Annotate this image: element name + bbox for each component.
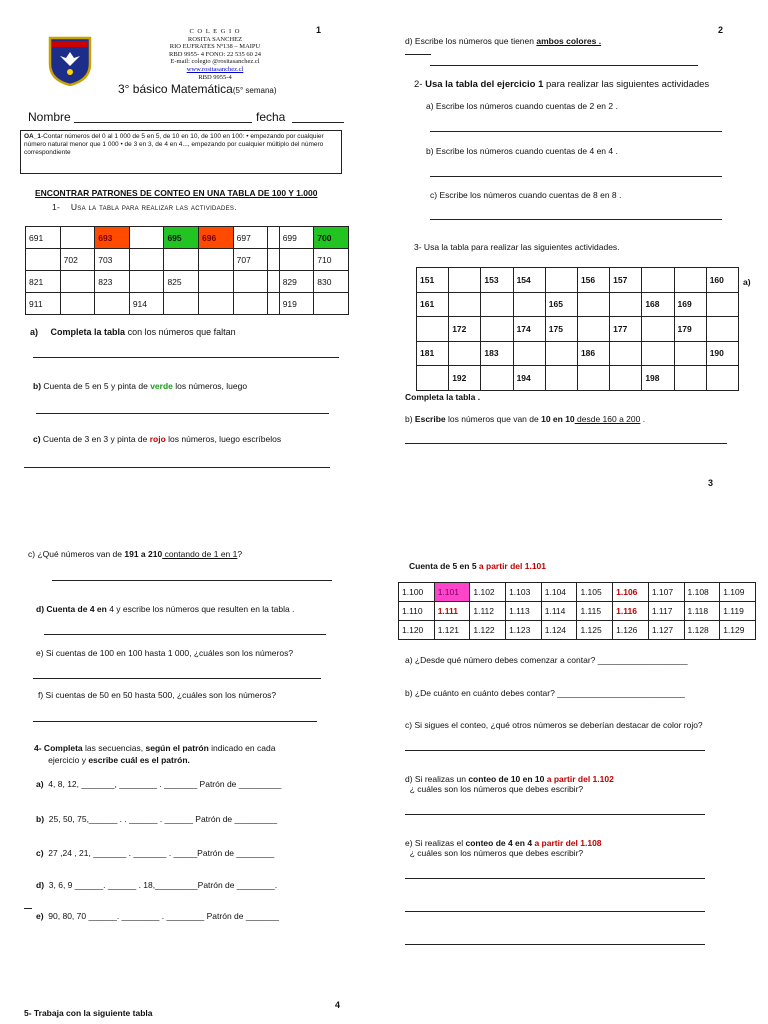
table3-cell: 1.105	[577, 583, 613, 602]
table1-cell: 821	[26, 271, 61, 293]
table2-cell[interactable]	[610, 366, 642, 391]
title-text: 3° básico Matemática	[118, 82, 233, 96]
nombre-label: Nombre	[28, 110, 71, 124]
number-table-1100	[398, 582, 756, 640]
q1b-label: b)	[33, 381, 42, 391]
table1-cell[interactable]	[95, 293, 130, 315]
sequence-item[interactable]	[36, 779, 281, 789]
table1-cell: 830	[314, 271, 349, 293]
sequence-text: 4, 8, 12, _______, ________ . _______ Patrón de _________	[48, 779, 282, 789]
ex3-num: 3-	[414, 242, 422, 252]
table1-cell: 919	[279, 293, 314, 315]
table1-cell: 693	[95, 227, 130, 249]
table3-cell: 1.102	[470, 583, 506, 602]
table1-cell: 825	[164, 271, 199, 293]
table1-cell[interactable]	[268, 293, 279, 315]
p4-qd-b: conteo de 10 en 10	[468, 774, 545, 784]
p4-qd-red: a partir del 1.102	[544, 774, 614, 784]
answer-line-2d-a[interactable]	[405, 54, 431, 55]
table1-cell[interactable]	[60, 271, 95, 293]
ex4-r2: indicado en cada	[208, 743, 276, 753]
sequence-item[interactable]	[36, 848, 274, 858]
oa-label: OA_1	[24, 133, 41, 140]
table1-cell: 702	[60, 249, 95, 271]
table1-cell: 707	[233, 249, 268, 271]
p4-title	[409, 561, 546, 571]
table2-cell: 169	[674, 292, 706, 317]
table3-cell: 1.113	[506, 602, 542, 621]
page-number-2: 2	[718, 25, 724, 35]
p2-qb-u: desde 160 a 200	[574, 414, 641, 424]
sequence-label: c)	[36, 848, 44, 858]
p4-qd-pre: d) Si realizas un	[405, 774, 469, 784]
school-email: E-mail: colegio @rositasanchez.cl	[170, 58, 260, 66]
table3-cell: 1.104	[541, 583, 577, 602]
table1-cell[interactable]	[199, 293, 234, 315]
table3-cell: 1.128	[684, 621, 720, 640]
table1-cell: 703	[95, 249, 130, 271]
number-table-151	[416, 267, 739, 391]
p4-qc: c) Si sigues el conteo, ¿qué otros números se deberían destacar de color rojo?	[405, 720, 703, 730]
table2-cell[interactable]	[642, 341, 674, 366]
table2-cell[interactable]	[610, 341, 642, 366]
table2-cell[interactable]	[513, 341, 545, 366]
q1c-post: los números, luego escríbelos	[165, 434, 282, 444]
table2-cell: 194	[513, 366, 545, 391]
table2-cell: 157	[610, 268, 642, 293]
answer-line-3b[interactable]	[405, 443, 727, 444]
section-heading: ENCONTRAR PATRONES DE CONTEO EN UNA TABLA DE 100 Y 1.000	[35, 188, 318, 198]
answer-line-p3c[interactable]	[52, 580, 332, 581]
sequence-label: a)	[36, 779, 44, 789]
sequence-text: 27 ,24 , 21, _______ . _______ . _____Patrón de ________	[48, 848, 275, 858]
q1b-pre: Cuenta de 5 en 5 y pinta de	[41, 381, 151, 391]
nombre-field[interactable]	[74, 122, 252, 123]
table-row	[417, 292, 739, 317]
p2-qb-end: .	[640, 414, 646, 424]
table1-cell: 699	[279, 227, 314, 249]
p3-qe: e) Si cuentas de 100 en 100 hasta 1 000, ¿cuáles son los números?	[36, 648, 294, 658]
table3-cell: 1.103	[506, 583, 542, 602]
ex2b: b) Escribe los números cuando cuentas de 4 en 4 .	[426, 146, 618, 156]
table1-cell: 697	[233, 227, 268, 249]
table1-cell[interactable]	[268, 271, 279, 293]
answer-line-1b[interactable]	[36, 413, 329, 414]
p2-qb-bold: Escribe	[414, 414, 446, 424]
school-address: RIO EUFRATES Nº138 – MAIPU	[169, 43, 261, 51]
table2-cell: 198	[642, 366, 674, 391]
table2-cell[interactable]	[706, 292, 738, 317]
answer-line-2a[interactable]	[430, 131, 722, 132]
table2-cell: 175	[545, 317, 577, 342]
sequence-text: 25, 50, 75,______ . . ______ . ______ Patrón de _________	[48, 814, 278, 824]
table2-cell[interactable]	[674, 341, 706, 366]
seq-e-mark	[24, 908, 32, 909]
q1c-color: rojo	[149, 434, 166, 444]
objective-box	[20, 130, 342, 174]
sequence-label: b)	[36, 814, 45, 824]
table2-cell[interactable]	[513, 292, 545, 317]
sequence-label: d)	[36, 880, 45, 890]
table2-cell: 177	[610, 317, 642, 342]
table-row	[26, 293, 349, 315]
exercise-1-instructions	[52, 202, 237, 212]
q1a	[30, 327, 236, 337]
table-row	[417, 341, 739, 366]
completa-text: Completa la tabla	[405, 392, 476, 402]
table2-cell: 192	[449, 366, 481, 391]
answer-line-p3d[interactable]	[44, 634, 326, 635]
p2-qd-bold: ambos colores .	[536, 36, 602, 46]
exercise-3-instructions	[414, 242, 620, 252]
answer-line-p3f[interactable]	[33, 721, 317, 722]
table3-cell: 1.101	[434, 583, 470, 602]
ex4-b2: según el patrón	[145, 743, 209, 753]
ex2a: a) Escribe los números cuando cuentas de 2 en 2 .	[426, 101, 618, 111]
p3-qc-pre: c) ¿Qué números van de	[28, 549, 125, 559]
table2-cell: 156	[577, 268, 609, 293]
table2-cell: 161	[417, 292, 449, 317]
table2-cell: 181	[417, 341, 449, 366]
table3-cell: 1.107	[648, 583, 684, 602]
table2-cell[interactable]	[481, 292, 513, 317]
table1-cell[interactable]	[26, 249, 61, 271]
table2-cell: 151	[417, 268, 449, 293]
exercise-4-instructions	[34, 742, 275, 766]
table2-cell: 174	[513, 317, 545, 342]
p4-title-pre: Cuenta de 5 en 5	[409, 561, 479, 571]
table3-cell: 1.122	[470, 621, 506, 640]
table2-cell[interactable]	[642, 268, 674, 293]
oa-text: -Contar números del 0 al 1 000 de 5 en 5, de 10 en 10, de 100 en 100: • empezando por cualquier número natural menor que 1 000 • de 3 en 3, de 4 en 4..., empezando por cualquier múltiplo del número correspondiente	[24, 133, 324, 156]
table1-cell[interactable]	[199, 271, 234, 293]
ex1-num: 1-	[52, 202, 61, 212]
table2-cell[interactable]	[545, 366, 577, 391]
school-web-link[interactable]: www.rositasanchez.cl	[186, 65, 244, 73]
page-number-1: 1	[316, 25, 322, 35]
table3-cell: 1.124	[541, 621, 577, 640]
ex4-b3: escribe cuál es el patrón.	[88, 755, 190, 765]
table3-cell: 1.123	[506, 621, 542, 640]
ex4-r1: las secuencias,	[82, 743, 146, 753]
answer-line-2d-b[interactable]	[430, 65, 698, 66]
table1-cell[interactable]	[60, 227, 95, 249]
table1-cell[interactable]	[129, 249, 164, 271]
p3-qc	[28, 549, 242, 559]
table1-cell[interactable]	[164, 293, 199, 315]
table1-cell[interactable]	[129, 227, 164, 249]
table2-cell: 160	[706, 268, 738, 293]
table1-cell[interactable]	[233, 293, 268, 315]
sequence-item[interactable]	[36, 880, 277, 890]
table1-cell[interactable]	[268, 227, 279, 249]
q1c	[33, 434, 281, 444]
fecha-label: fecha	[256, 110, 286, 124]
p4-qb: b) ¿De cuánto en cuánto debes contar? ___________________________	[405, 688, 685, 698]
table3-cell: 1.119	[720, 602, 756, 621]
school-rbd-phone: RBD 9955- 4 FONO: 22 535 60 24	[169, 50, 261, 58]
ex3-text: Usa la tabla para realizar las siguientes actividades.	[421, 242, 620, 252]
school-rbd: RBD 9955-4	[198, 73, 232, 81]
table2-cell[interactable]	[417, 317, 449, 342]
table2-cell[interactable]	[417, 366, 449, 391]
table3-cell: 1.126	[613, 621, 649, 640]
table3-cell: 1.114	[541, 602, 577, 621]
q1c-pre: Cuenta de 3 en 3 y pinta de	[40, 434, 150, 444]
table2-cell[interactable]	[674, 268, 706, 293]
p2-qb-mid: los números que van de	[445, 414, 542, 424]
p4-qe-line2: ¿ cuáles son los números que debes escribir?	[409, 848, 584, 858]
table-row	[417, 317, 739, 342]
p4-qe	[405, 838, 602, 858]
table1-cell: 700	[314, 227, 349, 249]
school-name: C O L E G I O	[189, 28, 241, 35]
table2-cell: 172	[449, 317, 481, 342]
q1b-post: los números, luego	[172, 381, 248, 391]
answer-line-2b[interactable]	[430, 176, 722, 177]
sequence-text: 3, 6, 9 ______. ______ . 18,_________Patrón de ________.	[48, 880, 278, 890]
table-row	[26, 249, 349, 271]
shield-icon	[48, 36, 92, 86]
p2-qd-pre: d) Escribe los números que tienen	[405, 36, 537, 46]
p4-qe-b: conteo de 4 en 4	[465, 838, 533, 848]
table1-cell: 696	[199, 227, 234, 249]
table2-cell[interactable]	[545, 341, 577, 366]
table-row	[26, 271, 349, 293]
table1-cell[interactable]	[268, 249, 279, 271]
ex2c: c) Escribe los números cuando cuentas de 8 en 8 .	[430, 190, 622, 200]
completa-tabla: Completa la tabla .	[405, 392, 481, 402]
p3-qf: f) Si cuentas de 50 en 50 hasta 500, ¿cuáles son los números?	[38, 690, 277, 700]
table2-cell[interactable]	[481, 317, 513, 342]
week-text: (5° semana)	[232, 86, 277, 95]
table1-cell: 823	[95, 271, 130, 293]
table2-cell[interactable]	[706, 317, 738, 342]
school-header	[140, 28, 290, 81]
answer-line-p4c[interactable]	[405, 750, 705, 751]
table3-cell: 1.118	[684, 602, 720, 621]
p2-qb-b2: 10 en 10	[541, 414, 575, 424]
table3-cell: 1.111	[434, 602, 470, 621]
p4-qa: a) ¿Desde qué número debes comenzar a contar? ___________________	[405, 655, 688, 665]
table2-cell[interactable]	[577, 292, 609, 317]
table1-cell[interactable]	[60, 293, 95, 315]
table-row	[417, 268, 739, 293]
ex2-bold: Usa la tabla del ejercicio 1	[422, 79, 544, 90]
table-row	[399, 602, 756, 621]
answer-line-1a[interactable]	[33, 357, 339, 358]
page-number-4: 4	[335, 1000, 341, 1010]
table2-cell: 190	[706, 341, 738, 366]
table2-cell[interactable]	[674, 366, 706, 391]
p3-qd-b: d) Cuenta de 4 en	[36, 604, 107, 614]
table-row	[399, 583, 756, 602]
table2-cell: 154	[513, 268, 545, 293]
table2-cell: 168	[642, 292, 674, 317]
table2-cell[interactable]	[449, 341, 481, 366]
ex4-num: 4-	[34, 743, 42, 753]
table1-cell[interactable]	[199, 249, 234, 271]
table3-cell: 1.127	[648, 621, 684, 640]
answer-line-p4e-1[interactable]	[405, 878, 705, 879]
sequence-text: 90, 80, 70 ______. ________ . ________ Patrón de _______	[48, 911, 279, 921]
table2-cell: 179	[674, 317, 706, 342]
table3-cell: 1.125	[577, 621, 613, 640]
p4-title-red: a partir del 1.101	[478, 561, 547, 571]
table1-cell[interactable]	[233, 271, 268, 293]
p3-qd	[36, 604, 294, 614]
ex4-line2: ejercicio y	[48, 755, 89, 765]
worksheet-title	[118, 82, 277, 96]
table1-cell[interactable]	[164, 249, 199, 271]
p4-qe-pre: e) Si realizas el	[405, 838, 466, 848]
table3-cell: 1.120	[399, 621, 435, 640]
p3-qc-u: contando de 1 en 1	[162, 549, 238, 559]
table2-cell[interactable]	[642, 317, 674, 342]
table2-cell[interactable]	[481, 366, 513, 391]
table3-cell: 1.100	[399, 583, 435, 602]
table2-cell[interactable]	[577, 366, 609, 391]
q1b-color: verde	[150, 381, 173, 391]
ex4-b1: Completa	[41, 743, 83, 753]
table-row	[417, 366, 739, 391]
p3-qc-b: 191 a 210	[124, 549, 163, 559]
answer-line-p4e-3[interactable]	[405, 944, 705, 945]
q1a-rest: con los números que faltan	[125, 327, 236, 337]
table3-cell: 1.108	[684, 583, 720, 602]
table3-cell: 1.116	[613, 602, 649, 621]
p2-qb-pre: b)	[405, 414, 415, 424]
ex2-num: 2-	[414, 79, 423, 90]
table1-cell: 695	[164, 227, 199, 249]
answer-line-p4e-2[interactable]	[405, 911, 705, 912]
table2-cell[interactable]	[449, 268, 481, 293]
table2-cell: 186	[577, 341, 609, 366]
p2-qd	[405, 36, 601, 46]
ex1-text: Usa la tabla para realizar las actividades.	[70, 202, 237, 212]
table2-cell[interactable]	[577, 317, 609, 342]
table3-cell: 1.109	[720, 583, 756, 602]
q1a-bold: Completa la tabla	[50, 327, 126, 337]
sequence-label: e)	[36, 911, 44, 921]
fecha-field[interactable]	[292, 122, 344, 123]
table-row	[26, 227, 349, 249]
page-number-3: 3	[708, 478, 714, 488]
table1-cell[interactable]	[129, 271, 164, 293]
p4-qd-line2: ¿ cuáles son los números que debes escribir?	[409, 784, 584, 794]
table2-cell: 153	[481, 268, 513, 293]
table3-cell: 1.129	[720, 621, 756, 640]
table2-cell[interactable]	[610, 292, 642, 317]
q1c-label: c)	[33, 434, 41, 444]
table1-cell[interactable]	[314, 293, 349, 315]
table2-cell[interactable]	[706, 366, 738, 391]
q1b	[33, 381, 247, 391]
answer-line-p4d[interactable]	[405, 814, 705, 815]
table3-cell: 1.112	[470, 602, 506, 621]
ex2-rest: para realizar las siguientes actividades	[543, 79, 710, 90]
exercise-5-instructions: 5- Trabaja con la siguiente tabla	[24, 1008, 153, 1018]
table3-cell: 1.106	[613, 583, 649, 602]
table1-cell: 710	[314, 249, 349, 271]
p3-qc-end: ?	[237, 549, 243, 559]
table2-cell[interactable]	[545, 268, 577, 293]
table1-cell: 691	[26, 227, 61, 249]
table-row	[399, 621, 756, 640]
p2-qb	[405, 414, 645, 424]
sequence-item[interactable]	[36, 814, 277, 824]
number-table-691	[25, 226, 349, 315]
table3-cell: 1.117	[648, 602, 684, 621]
table2-cell: 165	[545, 292, 577, 317]
p4-qd	[405, 774, 614, 794]
answer-line-2c[interactable]	[430, 219, 722, 220]
table1-cell: 911	[26, 293, 61, 315]
exercise-2-instructions	[414, 79, 709, 90]
table2-cell[interactable]	[449, 292, 481, 317]
table1-cell[interactable]	[279, 249, 314, 271]
p3-qd-rest: 4 y escribe los números que resulten en la tabla .	[106, 604, 295, 614]
q1a-label: a)	[30, 327, 39, 337]
answer-line-p3e[interactable]	[33, 678, 321, 679]
table3-cell: 1.121	[434, 621, 470, 640]
table1-cell: 914	[129, 293, 164, 315]
p4-qe-red: a partir del 1.108	[532, 838, 602, 848]
school-sub: ROSITA SANCHEZ	[187, 35, 243, 43]
answer-line-1c[interactable]	[24, 467, 330, 468]
sequence-item[interactable]	[36, 911, 279, 921]
side-label-a: a)	[743, 277, 751, 287]
table1-cell: 829	[279, 271, 314, 293]
school-logo	[48, 36, 92, 86]
table3-cell: 1.115	[577, 602, 613, 621]
table3-cell: 1.110	[399, 602, 435, 621]
table2-cell: 183	[481, 341, 513, 366]
